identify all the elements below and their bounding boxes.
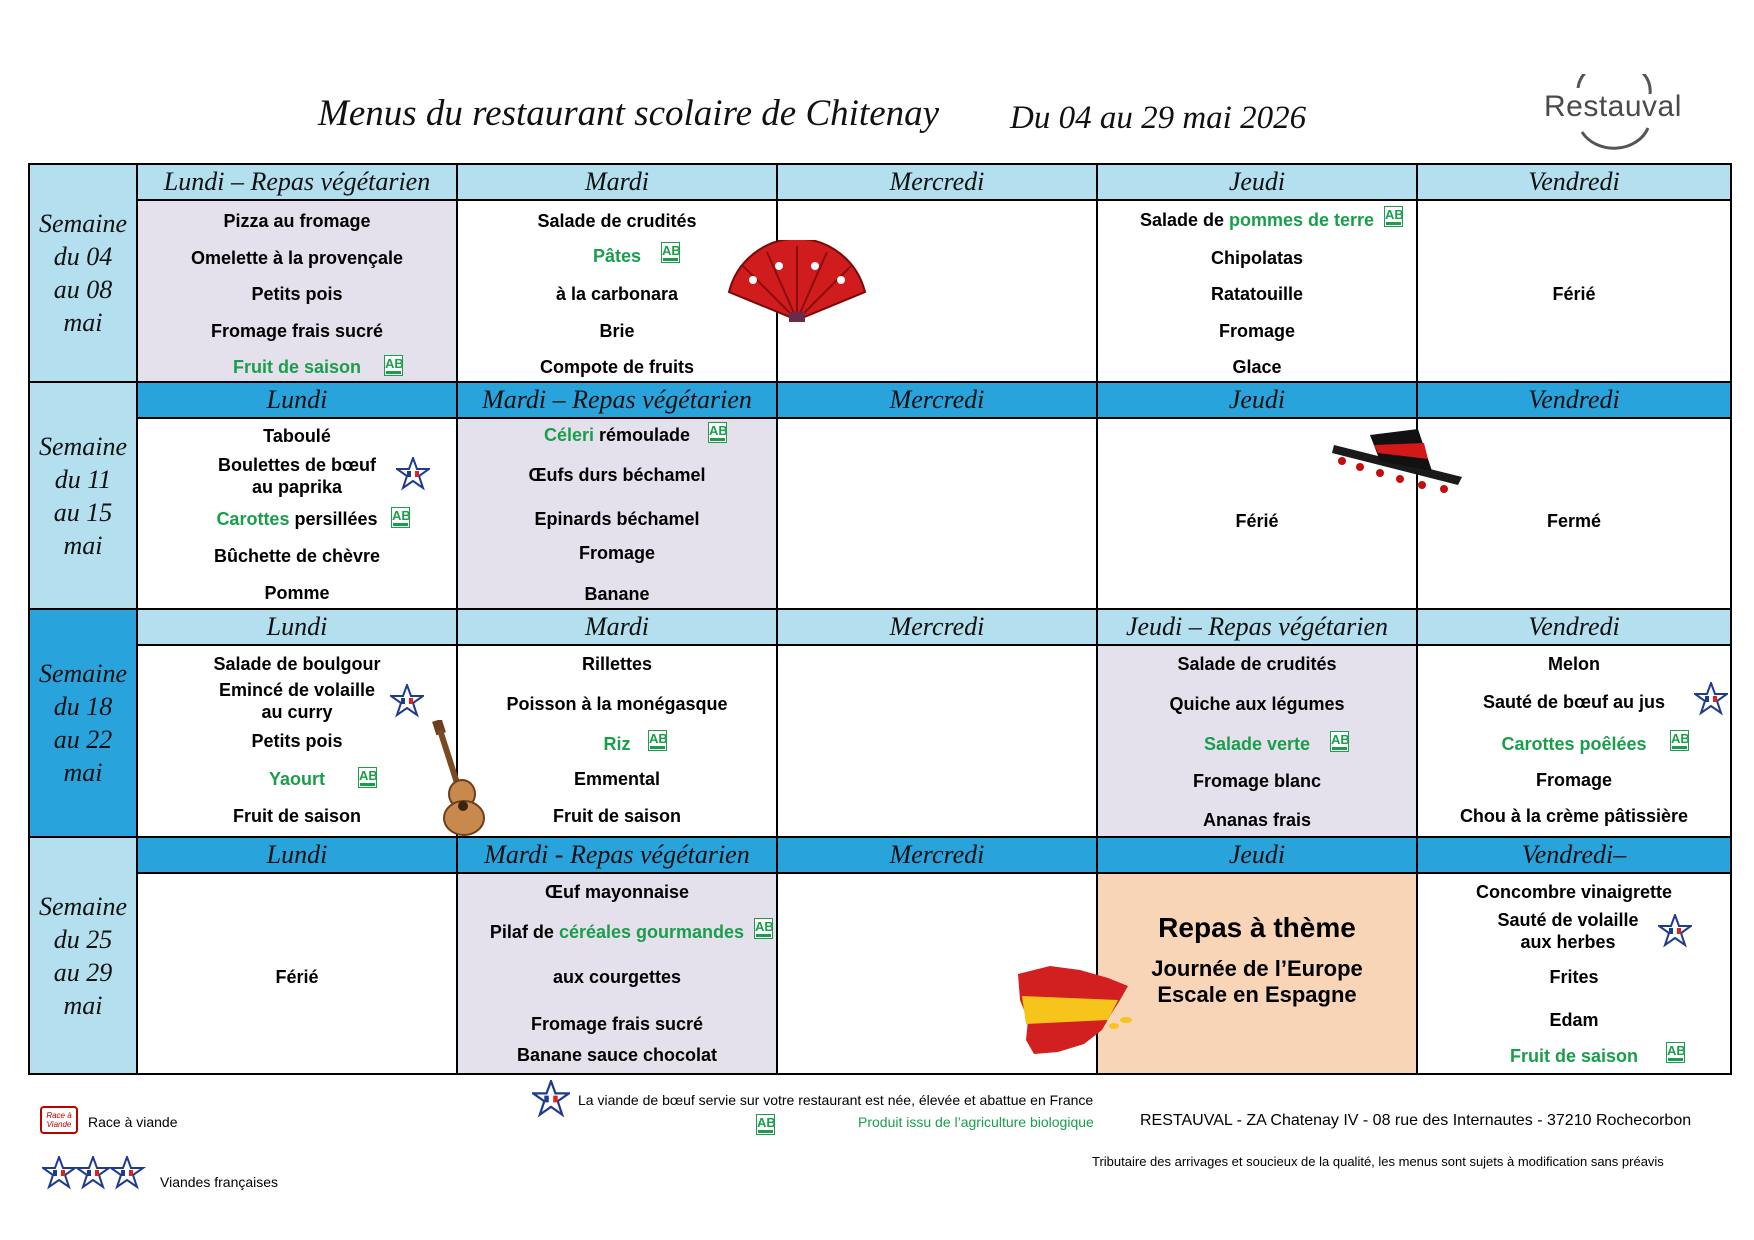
menu-cell: [458, 874, 778, 1073]
menu-cell: [1418, 201, 1730, 383]
menu-item: Fruit de saison: [552, 806, 682, 826]
menu-item: Bûchette de chèvre: [213, 546, 381, 566]
legend-boeuf: La viande de bœuf servie sur votre restaurant est née, élevée et abattue en France: [578, 1092, 1094, 1108]
menu-item: Emincé de volaille: [218, 680, 376, 700]
bio-badge: AB: [1670, 730, 1689, 751]
menu-item: Carottes poêlées: [1501, 734, 1647, 754]
day-header: Lundi: [138, 383, 458, 419]
menu-item: Chou à la crème pâtissière: [1459, 806, 1689, 826]
menu-item: Céleri rémoulade: [543, 425, 691, 445]
menu-item: Fromage: [1535, 770, 1613, 790]
menu-cell: [1418, 646, 1730, 838]
menu-item: aux herbes: [1520, 932, 1616, 952]
legend-viandes: Viandes françaises: [160, 1174, 279, 1190]
menu-item: Sauté de volaille: [1497, 910, 1639, 930]
menu-item: Fromage: [1218, 321, 1296, 341]
theme-cell: [1098, 874, 1418, 1073]
day-header: Jeudi: [1098, 383, 1418, 419]
menu-item: Chipolatas: [1210, 248, 1303, 268]
menu-item: Férié: [1235, 511, 1279, 531]
day-header: Mardi - Repas végétarien: [458, 838, 778, 874]
fan-icon: [723, 240, 871, 324]
sombrero-icon: [1330, 425, 1470, 505]
menu-item: Salade de boulgour: [213, 654, 381, 674]
menu-item: Fromage: [578, 543, 656, 563]
spain-map-icon: [1010, 960, 1138, 1060]
menu-item: Poisson à la monégasque: [506, 694, 728, 714]
bio-badge: AB: [1384, 206, 1403, 227]
menu-item: Fruit de saison: [232, 357, 362, 377]
bio-legend-icon: AB: [756, 1114, 775, 1135]
week-label: Semaine du 04 au 08 mai: [30, 165, 138, 383]
day-header: Mardi – Repas végétarien: [458, 383, 778, 419]
day-header: Mercredi: [778, 610, 1098, 646]
day-header: Mercredi: [778, 838, 1098, 874]
theme-title: Repas à thème: [1158, 912, 1356, 943]
menu-cell: [138, 419, 458, 610]
menu-item: Fromage blanc: [1192, 771, 1322, 791]
menu-cell: [458, 419, 778, 610]
day-header: Lundi: [138, 838, 458, 874]
menu-item: Sauté de bœuf au jus: [1482, 692, 1665, 712]
week-label: Semaine du 18 au 22 mai: [30, 610, 138, 838]
menu-item: Yaourt: [268, 769, 325, 789]
menu-item: Petits pois: [251, 284, 343, 304]
french-beef-legend-icon: [532, 1080, 570, 1118]
week-label: Semaine du 11 au 15 mai: [30, 383, 138, 610]
menu-item: Ratatouille: [1210, 284, 1303, 304]
bio-badge: AB: [358, 767, 377, 788]
menu-item: Petits pois: [251, 731, 343, 751]
day-header: Mercredi: [778, 383, 1098, 419]
menu-item: Pomme: [264, 583, 330, 603]
menu-item: Glace: [1232, 357, 1282, 377]
french-meat-icon: [396, 457, 430, 491]
menu-item: aux courgettes: [552, 967, 682, 987]
menu-item: Banane sauce chocolat: [516, 1045, 718, 1065]
bio-badge: AB: [754, 918, 773, 939]
bio-badge: AB: [661, 242, 680, 263]
day-header: Jeudi: [1098, 838, 1418, 874]
day-header: Mardi: [458, 610, 778, 646]
menu-item: Riz: [603, 734, 631, 754]
day-header: Jeudi: [1098, 165, 1418, 201]
bio-badge: AB: [391, 507, 410, 528]
menu-item: Pâtes: [592, 246, 642, 266]
menu-item: Fermé: [1546, 511, 1602, 531]
menu-cell: [778, 646, 1098, 838]
day-header: Lundi: [138, 610, 458, 646]
menu-item: Férié: [275, 967, 319, 987]
menu-item: Concombre vinaigrette: [1475, 882, 1673, 902]
menu-item: Taboulé: [263, 426, 331, 446]
menu-cell: [458, 646, 778, 838]
day-header: Lundi – Repas végétarien: [138, 165, 458, 201]
day-header: Vendredi: [1418, 165, 1730, 201]
menu-item: Œufs durs béchamel: [528, 465, 706, 485]
french-meat-legend-icons: [42, 1156, 146, 1190]
menu-item: Ananas frais: [1202, 810, 1312, 830]
menu-item: Férié: [1552, 284, 1596, 304]
menu-cell: [138, 874, 458, 1073]
menu-item: Salade verte: [1203, 734, 1311, 754]
day-header: Vendredi–: [1418, 838, 1730, 874]
menu-item: Frites: [1549, 967, 1599, 987]
menu-item: au curry: [261, 702, 333, 722]
menu-item: Salade de crudités: [1177, 654, 1337, 674]
menu-item: Salade de pommes de terre: [1139, 210, 1375, 230]
guitar-icon: [428, 720, 488, 836]
menu-item: au paprika: [251, 477, 343, 497]
menu-item: Melon: [1548, 654, 1600, 674]
bio-badge: AB: [384, 355, 403, 376]
menu-item: Boulettes de bœuf: [218, 455, 376, 475]
company-address: RESTAUVAL - ZA Chatenay IV - 08 rue des Internautes - 37210 Rochecorbon: [1140, 1112, 1692, 1129]
french-meat-icon: [390, 684, 424, 718]
theme-subtitle: Journée de l’Europe: [1151, 956, 1363, 981]
theme-subtitle: Escale en Espagne: [1157, 982, 1357, 1007]
week-label: Semaine du 25 au 29 mai: [30, 838, 138, 1073]
page-title: Menus du restaurant scolaire de Chitenay: [318, 93, 940, 134]
menu-item: Compote de fruits: [539, 357, 694, 377]
menu-cell: [1418, 874, 1730, 1073]
bio-badge: AB: [648, 730, 667, 751]
restauval-logo: Restauval: [1538, 74, 1688, 154]
disclaimer: Tributaire des arrivages et soucieux de la qualité, les menus sont sujets à modification sans préavis: [1092, 1154, 1664, 1169]
legend-race: Race à viande: [88, 1114, 178, 1130]
menu-item: Fromage frais sucré: [210, 321, 384, 341]
menu-item: Salade de crudités: [537, 211, 697, 231]
legend-bio: Produit issu de l’agriculture biologique: [858, 1114, 1094, 1130]
menu-item: Edam: [1549, 1010, 1599, 1030]
menu-item: Fromage frais sucré: [530, 1014, 704, 1034]
menu-item: Brie: [599, 321, 635, 341]
menu-item: Œuf mayonnaise: [544, 882, 690, 902]
day-header: Mardi: [458, 165, 778, 201]
menu-item: Quiche aux légumes: [1169, 694, 1345, 714]
menu-item: Pizza au fromage: [223, 211, 371, 231]
race-legend-icon: Race à Viande: [40, 1106, 78, 1134]
day-header: Mercredi: [778, 165, 1098, 201]
menu-cell: [778, 419, 1098, 610]
menu-item: à la carbonara: [555, 284, 679, 304]
bio-badge: AB: [708, 422, 727, 443]
day-header: Jeudi – Repas végétarien: [1098, 610, 1418, 646]
menu-item: Epinards béchamel: [534, 509, 700, 529]
french-meat-icon: [1658, 914, 1692, 948]
menu-item: Pilaf de céréales gourmandes: [489, 922, 745, 942]
bio-badge: AB: [1666, 1042, 1685, 1063]
menu-item: Carottes persillées: [216, 509, 378, 529]
menu-cell: [138, 646, 458, 838]
bio-badge: AB: [1330, 731, 1349, 752]
menu-grid: [28, 163, 1732, 1075]
menu-cell: [138, 201, 458, 383]
menu-item: Fruit de saison: [232, 806, 362, 826]
day-header: Vendredi: [1418, 383, 1730, 419]
menu-cell: [1098, 201, 1418, 383]
menu-item: Omelette à la provençale: [190, 248, 404, 268]
menu-item: Emmental: [573, 769, 661, 789]
menu-item: Banane: [584, 584, 650, 604]
french-meat-icon: [1694, 682, 1728, 716]
day-header: Vendredi: [1418, 610, 1730, 646]
menu-item: Fruit de saison: [1509, 1046, 1639, 1066]
menu-cell: [1098, 646, 1418, 838]
date-range: Du 04 au 29 mai 2026: [1010, 100, 1307, 136]
menu-item: Rillettes: [581, 654, 653, 674]
